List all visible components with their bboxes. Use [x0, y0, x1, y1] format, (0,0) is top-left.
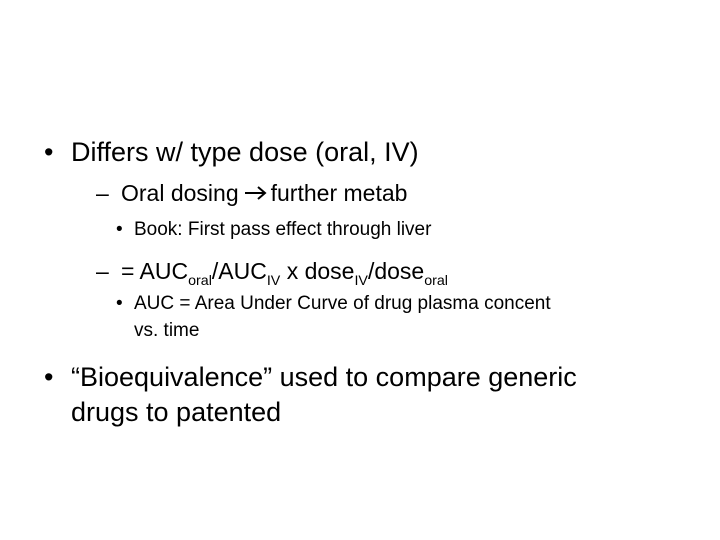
formula-text: = AUC	[121, 258, 189, 284]
auc-formula	[121, 258, 448, 289]
bullet-differs-text: Differs w/ type dose (oral, IV)	[71, 137, 419, 167]
bullet-marker: •	[44, 137, 54, 167]
bullet-marker: •	[116, 219, 123, 240]
auc-definition-line2: vs. time	[134, 320, 200, 341]
formula-text: x dose	[280, 258, 355, 284]
formula-text: /dose	[367, 258, 425, 284]
formula-text: /AUC	[211, 258, 267, 284]
formula-subscript: oral	[424, 272, 448, 289]
formula-subscript: oral	[188, 272, 212, 289]
bioequivalence-line1: “Bioequivalence” used to compare generic	[71, 362, 577, 392]
dash-marker: –	[96, 180, 109, 206]
formula-subscript: IV	[354, 272, 368, 289]
bullet-marker: •	[44, 362, 54, 392]
formula-subscript: IV	[266, 272, 281, 289]
dash-marker: –	[96, 258, 109, 284]
bullet-marker: •	[116, 293, 123, 314]
oral-dosing-line	[121, 180, 407, 207]
further-metab-text: further metab	[270, 180, 408, 206]
bioequivalence-line2: drugs to patented	[71, 397, 282, 427]
first-pass-text: Book: First pass effect through liver	[134, 219, 432, 240]
auc-definition-line1: AUC = Area Under Curve of drug plasma concent	[134, 293, 551, 314]
oral-dosing-text: Oral dosing	[121, 180, 239, 206]
right-arrow-icon	[243, 185, 269, 201]
